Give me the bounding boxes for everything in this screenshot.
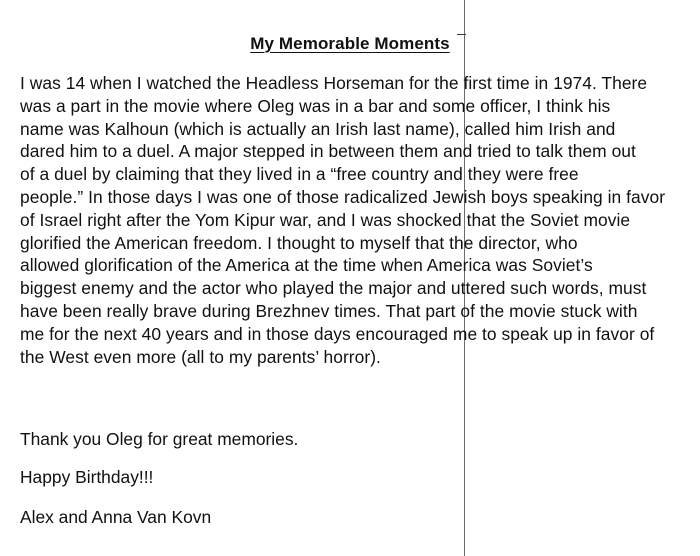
paragraph-line: of Israel right after the Yom Kipur war, and I was shocked that the Soviet movie: [20, 209, 631, 230]
paragraph-line: I was 14 when I watched the Headless Horseman for the first time in 1974. There: [20, 73, 648, 93]
paragraph-line: people.” In those days I was one of those radicalized Jewish boys speaking in favor: [20, 186, 666, 207]
letter-title-text: My Memorable Moments: [250, 34, 450, 53]
paragraph-line: glorified the American freedom. I thought to myself that the director, who: [20, 232, 578, 253]
thanks-line: Thank you Oleg for great memories.: [20, 429, 299, 449]
paragraph-line: was a part in the movie where Oleg was in a bar and some officer, I think his: [20, 95, 611, 116]
paragraph-line: dared him to a duel. A major stepped in between them and tried to talk them out: [20, 141, 636, 162]
paragraph-line: the West even more (all to my parents’ horror).: [20, 346, 381, 367]
paragraph-line: allowed glorification of the America at the time when America was Soviet’s: [20, 255, 593, 276]
main-paragraph: [20, 72, 684, 368]
paragraph-line: have been really brave during Brezhnev times. That part of the movie stuck with: [20, 300, 638, 321]
paragraph-line: name was Kalhoun (which is actually an Irish last name), called him Irish and: [20, 118, 616, 139]
letter-title: [0, 34, 700, 54]
signature-line: Alex and Anna Van Kovn: [20, 507, 212, 527]
paragraph-line: of a duel by claiming that they lived in a “free country and they were free: [20, 164, 579, 185]
paragraph-line: me for the next 40 years and in those days encouraged me to speak up in favor of: [20, 323, 655, 344]
birthday-line: Happy Birthday!!!: [20, 467, 154, 487]
paragraph-line: biggest enemy and the actor who played the major and uttered such words, must: [20, 278, 647, 299]
